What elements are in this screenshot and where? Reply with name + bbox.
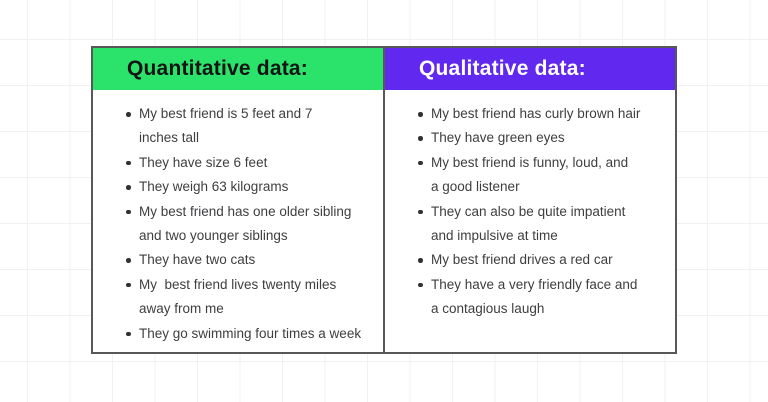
list-item-line: inches tall [139,130,200,146]
list-item [93,102,375,151]
list-item [385,200,667,249]
bullet-icon [126,185,131,190]
list-item [385,151,667,200]
list-item [93,200,375,249]
bullet-icon [126,332,131,337]
bullet-icon [126,283,131,288]
quantitative-list [93,90,383,352]
list-item [93,151,375,175]
list-item [93,273,375,322]
list-item [93,175,375,199]
list-item [385,102,667,126]
list-item-line: My best friend has curly brown hair [431,106,641,121]
list-item [385,126,667,150]
list-item-line: They have two cats [139,252,256,268]
list-item [93,248,375,272]
bullet-icon [418,283,423,288]
list-item [93,322,375,346]
list-item-line: My best friend is 5 feet and 7 [139,106,313,121]
list-item-line: They have green eyes [431,130,565,146]
bullet-icon [126,112,131,117]
column-qualitative [385,48,675,352]
bullet-icon [126,258,131,263]
column-quantitative [93,48,385,352]
list-item-line: They have size 6 feet [139,154,268,170]
list-item-line: They weigh 63 kilograms [139,179,289,195]
list-item-line: They can also be quite impatient [431,203,626,219]
list-item-line: They go swimming four times a week [139,325,362,341]
qualitative-list [385,90,675,352]
list-item [385,248,667,272]
qualitative-header: Qualitative data: [385,48,675,90]
list-item-line: a good listener [431,179,520,195]
bullet-icon [418,258,423,263]
comparison-table [91,46,677,354]
list-item [385,273,667,322]
list-item-line: My best friend lives twenty miles [139,276,337,292]
quantitative-header: Quantitative data: [93,48,383,90]
list-item-line: a contagious laugh [431,301,545,317]
bullet-icon [418,210,423,215]
list-item-line: My best friend drives a red car [431,252,613,268]
bullet-icon [418,161,423,166]
list-item-line: and two younger siblings [139,228,288,244]
bullet-icon [126,210,131,215]
bullet-icon [418,112,423,117]
bullet-icon [418,136,423,141]
list-item-line: My best friend is funny, loud, and [431,154,629,170]
list-item-line: My best friend has one older sibling [139,203,352,219]
list-item-line: and impulsive at time [431,228,558,244]
list-item-line: They have a very friendly face and [431,276,638,292]
list-item-line: away from me [139,301,224,317]
bullet-icon [126,161,131,166]
